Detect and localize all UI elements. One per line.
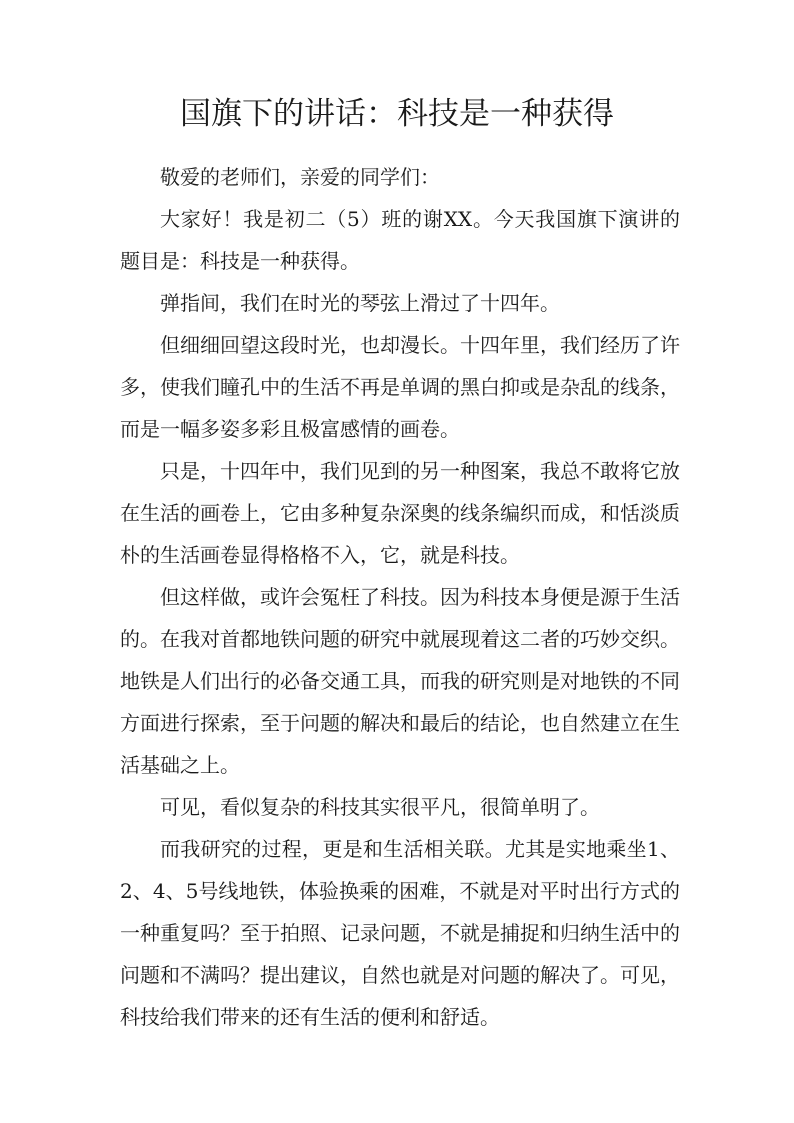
paragraph-fourteen-years: 弹指间，我们在时光的琴弦上滑过了十四年。 [160, 291, 560, 315]
paragraph-introduction: 大家好！我是初二（5）班的谢XX。今天我国旗下演讲的题目是：科技是一种获得。 [120, 207, 680, 273]
paragraph-looking-back: 但细细回望这段时光，也却漫长。十四年里，我们经历了许多，使我们瞳孔中的生活不再是单调的黑白抑或是杂乱的线条，而是一幅多姿多彩且极富感情的画卷。 [120, 333, 680, 441]
paragraph-simple-technology: 可见，看似复杂的科技其实很平凡，很简单明了。 [160, 795, 600, 819]
paragraph-subway-research: 但这样做，或许会冤枉了科技。因为科技本身便是源于生活的。在我对首都地铁问题的研究中就展现着这二者的巧妙交织。地铁是人们出行的必备交通工具，而我的研究则是对地铁的不同方面进行探索，至于问题的解决和最后的结论，也自然建立在生活基础之上。 [120, 585, 680, 777]
speech-body [120, 156, 680, 1038]
document-title: 国旗下的讲话：科技是一种获得 [180, 96, 614, 132]
paragraph-greeting: 敬爱的老师们，亲爱的同学们： [160, 165, 440, 189]
paragraph-research-process: 而我研究的过程，更是和生活相关联。尤其是实地乘坐1、2、4、5号线地铁，体验换乘的困难，不就是对平时出行方式的一种重复吗？至于拍照、记录问题，不就是捕捉和归纳生活中的问题和不满吗？提出建议，自然也就是对问题的解决了。可见，科技给我们带来的还有生活的便利和舒适。 [120, 837, 680, 1029]
paragraph-technology-pattern: 只是，十四年中，我们见到的另一种图案，我总不敢将它放在生活的画卷上，它由多种复杂深奥的线条编织而成，和恬淡质朴的生活画卷显得格格不入，它，就是科技。 [120, 459, 680, 567]
